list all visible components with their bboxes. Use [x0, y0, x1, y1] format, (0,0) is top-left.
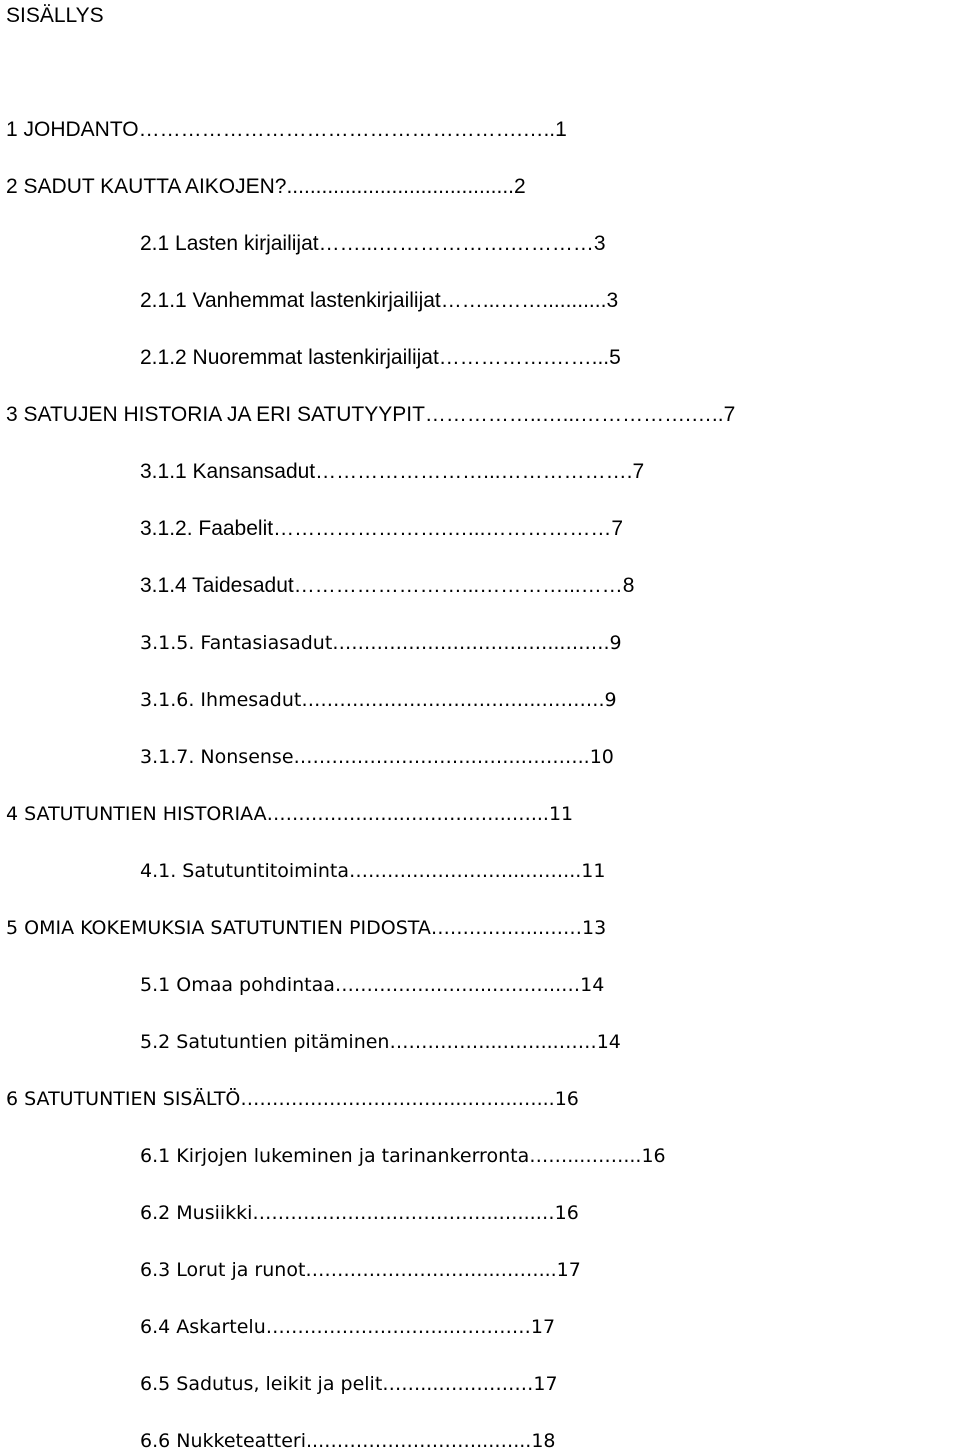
toc-entry: 3.1.7. Nonsense……………………….……..………..10 [140, 746, 614, 768]
toc-entry: 6.2 Musiikki………………………………...…...…16 [140, 1202, 579, 1224]
toc-entry: 3.1.4 Taidesadut……………………...…………...……8 [140, 574, 635, 597]
toc-entry: 6 SATUTUNTIEN SISÄLTÖ……………………………...……..…...16 [6, 1088, 579, 1110]
toc-entry: 5.2 Satutuntien pitäminen……………...……...……14 [140, 1031, 621, 1053]
toc-entry: 6.5 Sadutus, leikit ja pelit……...……………17 [140, 1373, 558, 1395]
toc-entry: 6.4 Askartelu………………………...…………17 [140, 1316, 556, 1338]
toc-entry: 6.3 Lorut ja runot………………………....……...17 [140, 1259, 581, 1281]
toc-entry: 1 JOHDANTO……………………………………………….…..1 [6, 118, 567, 141]
toc-entry: 4 SATUTUNTIEN HISTORIAA…………….…...……………..…...11 [6, 803, 574, 825]
toc-entry: 3.1.5. Fantasiasadut………………………….…...…….9 [140, 632, 622, 654]
toc-entry: 5.1 Omaa pohdintaa…………….……...………..…14 [140, 974, 605, 996]
toc-entry: 5 OMIA KOKEMUKSIA SATUTUNTIEN PIDOSTA……………...……13 [6, 917, 607, 939]
toc-title: SISÄLLYS [6, 4, 104, 27]
toc-entry: 2.1.1 Vanhemmat lastenkirjailijat……...……...........3 [140, 289, 619, 312]
toc-entry: 3 SATUJEN HISTORIA JA ERI SATUTYYPIT……………..…...…………….…..7 [6, 403, 736, 426]
toc-entry: 2.1 Lasten kirjailijat……...……………….…………3 [140, 232, 606, 255]
toc-entry: 2 SADUT KAUTTA AIKOJEN?.......................................2 [6, 175, 526, 198]
toc-entry: 6.1 Kirjojen lukeminen ja tarinankerronta……...……...16 [140, 1145, 666, 1167]
toc-entry: 3.1.6. Ihmesadut………………………………..……….9 [140, 689, 617, 711]
toc-entry: 4.1. Satutuntitoiminta……….……………...……...11 [140, 860, 606, 882]
toc-entry: 6.6 Nukketeatteri...……………………...…...18 [140, 1430, 556, 1452]
toc-entry: 2.1.2 Nuoremmat lastenkirjailijat…………….……...5 [140, 346, 621, 369]
toc-entry: 3.1.1 Kansansadut……………………...……………….7 [140, 460, 645, 483]
toc-entry: 3.1.2. Faabelit…………………….…...………………7 [140, 517, 624, 540]
